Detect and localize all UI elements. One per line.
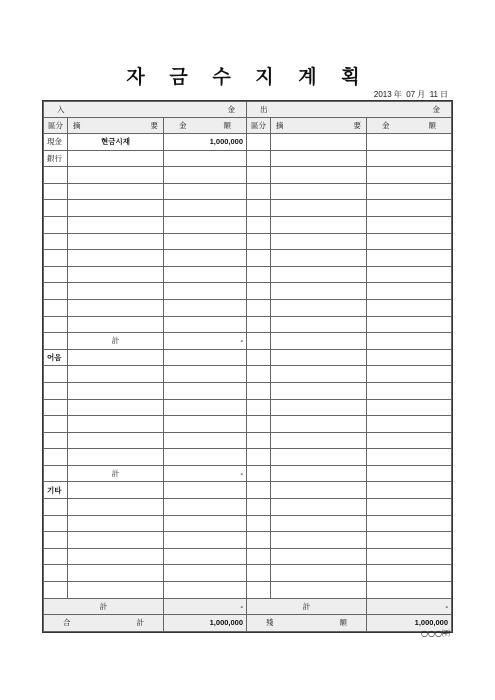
bill-label: 어음	[44, 349, 68, 366]
out-amount-cell[interactable]	[367, 532, 452, 549]
out-amount-cell[interactable]	[367, 233, 452, 250]
out-summary-cell[interactable]	[271, 565, 367, 582]
header-out-summary	[271, 118, 367, 134]
out-summary-cell[interactable]	[271, 482, 367, 499]
out-amount-cell[interactable]	[367, 134, 452, 151]
out-category-cell[interactable]	[247, 200, 271, 217]
out-amount-cell[interactable]	[367, 548, 452, 565]
out-amount-cell[interactable]	[367, 216, 452, 233]
out-category-cell[interactable]	[247, 216, 271, 233]
out-category-cell[interactable]	[247, 432, 271, 449]
table-row	[44, 266, 452, 283]
in-amount-cell[interactable]	[164, 266, 247, 283]
in-amount-cell[interactable]	[164, 565, 247, 582]
in-summary-cell[interactable]	[68, 399, 164, 416]
out-summary-cell[interactable]	[271, 333, 367, 350]
table-row	[44, 499, 452, 516]
in-category-cell[interactable]	[44, 216, 68, 233]
in-category-cell[interactable]	[44, 316, 68, 333]
out-category-cell[interactable]	[247, 266, 271, 283]
header-in-amount-left: 金	[179, 120, 187, 130]
cash-amount: 1,000,000	[164, 134, 247, 151]
in-amount-cell[interactable]	[164, 399, 247, 416]
in-summary-cell[interactable]	[68, 366, 164, 383]
out-amount-cell[interactable]	[367, 416, 452, 433]
out-subtotal-value: -	[367, 598, 452, 615]
in-category-cell[interactable]	[44, 532, 68, 549]
in-summary-cell[interactable]	[68, 283, 164, 300]
out-category-cell[interactable]	[247, 183, 271, 200]
out-summary-cell[interactable]	[271, 349, 367, 366]
header-income	[44, 102, 247, 118]
table-row	[44, 382, 452, 399]
out-category-cell[interactable]	[247, 449, 271, 466]
out-amount-cell[interactable]	[367, 167, 452, 184]
out-amount-cell[interactable]	[367, 565, 452, 582]
out-summary-cell[interactable]	[271, 432, 367, 449]
bank-subtotal-label: 計	[68, 333, 164, 350]
in-amount-cell[interactable]	[164, 150, 247, 167]
header-in-amount	[164, 118, 247, 134]
out-summary-cell[interactable]	[271, 532, 367, 549]
out-amount-cell[interactable]	[367, 150, 452, 167]
header-income-left: 入	[57, 104, 65, 114]
in-summary-cell[interactable]	[68, 532, 164, 549]
in-amount-cell[interactable]	[164, 499, 247, 516]
in-category-cell[interactable]	[44, 200, 68, 217]
in-category-cell[interactable]	[44, 233, 68, 250]
out-category-cell[interactable]	[247, 548, 271, 565]
out-summary-cell[interactable]	[271, 449, 367, 466]
in-subtotal-value: -	[164, 598, 247, 615]
in-amount-cell[interactable]	[164, 250, 247, 267]
header-in-summary	[68, 118, 164, 134]
out-amount-cell[interactable]	[367, 200, 452, 217]
out-amount-cell[interactable]	[367, 366, 452, 383]
out-summary-cell[interactable]	[271, 548, 367, 565]
out-category-cell[interactable]	[247, 499, 271, 516]
out-amount-cell[interactable]	[367, 183, 452, 200]
balance-value: 1,000,000	[367, 615, 452, 632]
table-row	[44, 150, 452, 167]
company-name: ○○○㈜	[421, 629, 450, 638]
in-amount-cell[interactable]	[164, 548, 247, 565]
out-summary-cell[interactable]	[271, 233, 367, 250]
in-category-cell[interactable]	[44, 499, 68, 516]
table-row	[44, 465, 452, 482]
date-month-unit: 月	[417, 90, 426, 99]
fund-plan-table	[43, 101, 452, 632]
in-summary-cell[interactable]	[68, 582, 164, 599]
out-summary-cell[interactable]	[271, 283, 367, 300]
header-out-summary-right: 要	[353, 120, 362, 130]
in-category-cell[interactable]	[44, 465, 68, 482]
out-amount-cell[interactable]	[367, 399, 452, 416]
out-amount-cell[interactable]	[367, 499, 452, 516]
in-amount-cell[interactable]	[164, 432, 247, 449]
header-expense	[247, 102, 452, 118]
table-row	[44, 233, 452, 250]
in-amount-cell[interactable]	[164, 366, 247, 383]
out-amount-cell[interactable]	[367, 250, 452, 267]
header-income-right: 金	[227, 104, 236, 114]
out-amount-cell[interactable]	[367, 482, 452, 499]
out-amount-cell[interactable]	[367, 382, 452, 399]
total-label-left: 合	[63, 618, 71, 628]
in-summary-cell[interactable]	[68, 216, 164, 233]
out-amount-cell[interactable]	[367, 515, 452, 532]
table-row	[44, 598, 452, 615]
in-category-cell[interactable]	[44, 250, 68, 267]
out-summary-cell[interactable]	[271, 266, 367, 283]
in-summary-cell[interactable]	[68, 565, 164, 582]
out-category-cell[interactable]	[247, 134, 271, 151]
out-category-cell[interactable]	[247, 167, 271, 184]
header-out-category: 區分	[247, 118, 271, 134]
out-category-cell[interactable]	[247, 399, 271, 416]
in-summary-cell[interactable]	[68, 548, 164, 565]
out-category-cell[interactable]	[247, 333, 271, 350]
table-row	[44, 200, 452, 217]
out-category-cell[interactable]	[247, 233, 271, 250]
in-amount-cell[interactable]	[164, 316, 247, 333]
out-summary-cell[interactable]	[271, 399, 367, 416]
in-amount-cell[interactable]	[164, 349, 247, 366]
out-summary-cell[interactable]	[271, 200, 367, 217]
header-row-2	[44, 118, 452, 134]
out-summary-cell[interactable]	[271, 416, 367, 433]
out-category-cell[interactable]	[247, 565, 271, 582]
in-summary-cell[interactable]	[68, 266, 164, 283]
header-in-summary-right: 要	[150, 120, 158, 130]
in-category-cell[interactable]	[44, 399, 68, 416]
in-summary-cell[interactable]	[68, 167, 164, 184]
in-summary-cell[interactable]	[68, 316, 164, 333]
in-summary-cell[interactable]	[68, 482, 164, 499]
out-summary-cell[interactable]	[271, 134, 367, 151]
out-summary-cell[interactable]	[271, 382, 367, 399]
in-category-cell[interactable]	[44, 283, 68, 300]
date-month: 07	[406, 90, 416, 99]
in-amount-cell[interactable]	[164, 167, 247, 184]
out-amount-cell[interactable]	[367, 316, 452, 333]
out-summary-cell[interactable]	[271, 150, 367, 167]
out-summary-cell[interactable]	[271, 515, 367, 532]
out-category-cell[interactable]	[247, 515, 271, 532]
in-category-cell[interactable]	[44, 582, 68, 599]
table-row	[44, 349, 452, 366]
out-summary-cell[interactable]	[271, 465, 367, 482]
in-summary-cell[interactable]	[68, 299, 164, 316]
out-summary-cell[interactable]	[271, 216, 367, 233]
out-summary-cell[interactable]	[271, 183, 367, 200]
table-row	[44, 449, 452, 466]
bank-subtotal-value: -	[164, 333, 247, 350]
out-category-cell[interactable]	[247, 299, 271, 316]
out-category-cell[interactable]	[247, 283, 271, 300]
in-summary-cell[interactable]	[68, 432, 164, 449]
in-category-cell[interactable]	[44, 333, 68, 350]
header-out-amount	[367, 118, 452, 134]
out-summary-cell[interactable]	[271, 316, 367, 333]
out-category-cell[interactable]	[247, 582, 271, 599]
table-row	[44, 333, 452, 350]
table-row	[44, 216, 452, 233]
in-summary-cell[interactable]	[68, 250, 164, 267]
header-in-category: 區分	[44, 118, 68, 134]
table-row	[44, 134, 452, 151]
out-amount-cell[interactable]	[367, 266, 452, 283]
balance-label	[247, 615, 367, 632]
out-category-cell[interactable]	[247, 349, 271, 366]
in-amount-cell[interactable]	[164, 233, 247, 250]
in-category-cell[interactable]	[44, 432, 68, 449]
date-day: 11	[429, 90, 438, 99]
in-category-cell[interactable]	[44, 548, 68, 565]
out-category-cell[interactable]	[247, 482, 271, 499]
out-category-cell[interactable]	[247, 366, 271, 383]
balance-label-left: 殘	[266, 618, 274, 628]
out-amount-cell[interactable]	[367, 299, 452, 316]
table-row	[44, 167, 452, 184]
in-category-cell[interactable]	[44, 416, 68, 433]
in-amount-cell[interactable]	[164, 515, 247, 532]
out-amount-cell[interactable]	[367, 449, 452, 466]
page-title: 자 금 수 지 계 획	[126, 66, 369, 88]
table-row	[44, 316, 452, 333]
table-row	[44, 548, 452, 565]
in-amount-cell[interactable]	[164, 183, 247, 200]
in-summary-cell[interactable]	[68, 200, 164, 217]
in-amount-cell[interactable]	[164, 283, 247, 300]
in-category-cell[interactable]	[44, 565, 68, 582]
out-category-cell[interactable]	[247, 382, 271, 399]
in-category-cell[interactable]	[44, 266, 68, 283]
out-amount-cell[interactable]	[367, 349, 452, 366]
in-amount-cell[interactable]	[164, 532, 247, 549]
out-amount-cell[interactable]	[367, 283, 452, 300]
in-summary-cell[interactable]	[68, 349, 164, 366]
total-label	[44, 615, 164, 632]
balance-label-right: 額	[339, 618, 348, 628]
bank-label: 銀行	[44, 150, 68, 167]
cash-label: 現金	[44, 134, 68, 151]
date-year: 2013	[373, 90, 392, 99]
out-summary-cell[interactable]	[271, 167, 367, 184]
table-row	[44, 515, 452, 532]
table-row	[44, 582, 452, 599]
table-row	[44, 532, 452, 549]
out-summary-cell[interactable]	[271, 299, 367, 316]
table-row	[44, 283, 452, 300]
table-row	[44, 565, 452, 582]
in-amount-cell[interactable]	[164, 416, 247, 433]
out-summary-cell[interactable]	[271, 499, 367, 516]
in-summary-cell[interactable]	[68, 449, 164, 466]
out-summary-cell[interactable]	[271, 250, 367, 267]
in-category-cell[interactable]	[44, 299, 68, 316]
header-expense-left: 出	[260, 104, 268, 114]
out-category-cell[interactable]	[247, 150, 271, 167]
in-amount-cell[interactable]	[164, 216, 247, 233]
table-row	[44, 416, 452, 433]
table-row	[44, 432, 452, 449]
table-row	[44, 482, 452, 499]
out-amount-cell[interactable]	[367, 333, 452, 350]
out-category-cell[interactable]	[247, 316, 271, 333]
table-row	[44, 615, 452, 632]
out-category-cell[interactable]	[247, 465, 271, 482]
table-row	[44, 250, 452, 267]
in-summary-cell[interactable]	[68, 233, 164, 250]
in-summary-cell[interactable]	[68, 499, 164, 516]
header-row-1	[44, 102, 452, 118]
in-summary-cell[interactable]	[68, 515, 164, 532]
in-category-cell[interactable]	[44, 167, 68, 184]
in-category-cell[interactable]	[44, 515, 68, 532]
out-subtotal-label: 計	[247, 598, 367, 615]
header-in-amount-right: 額	[223, 120, 232, 130]
header-out-amount-left: 金	[382, 120, 390, 130]
in-category-cell[interactable]	[44, 382, 68, 399]
out-summary-cell[interactable]	[271, 582, 367, 599]
out-category-cell[interactable]	[247, 250, 271, 267]
in-category-cell[interactable]	[44, 449, 68, 466]
out-amount-cell[interactable]	[367, 465, 452, 482]
in-summary-cell[interactable]	[68, 416, 164, 433]
in-amount-cell[interactable]	[164, 382, 247, 399]
total-value: 1,000,000	[164, 615, 247, 632]
in-subtotal-label: 計	[44, 598, 164, 615]
table-row	[44, 366, 452, 383]
table-row	[44, 183, 452, 200]
in-amount-cell[interactable]	[164, 482, 247, 499]
other-label: 기타	[44, 482, 68, 499]
cash-item: 현금시재	[68, 134, 164, 151]
header-out-amount-right: 額	[428, 120, 437, 130]
bill-subtotal-value: -	[164, 465, 247, 482]
date-year-unit: 年	[393, 90, 402, 99]
in-summary-cell[interactable]	[68, 183, 164, 200]
out-amount-cell[interactable]	[367, 582, 452, 599]
out-category-cell[interactable]	[247, 532, 271, 549]
in-amount-cell[interactable]	[164, 299, 247, 316]
date-day-unit: 日	[440, 90, 448, 99]
out-category-cell[interactable]	[247, 416, 271, 433]
in-amount-cell[interactable]	[164, 582, 247, 599]
header-expense-right: 金	[432, 104, 441, 114]
in-amount-cell[interactable]	[164, 200, 247, 217]
table-row	[44, 399, 452, 416]
total-label-right: 計	[136, 618, 144, 628]
header-out-summary-left: 摘	[276, 120, 284, 130]
header-in-summary-left: 摘	[73, 120, 81, 130]
out-summary-cell[interactable]	[271, 366, 367, 383]
in-category-cell[interactable]	[44, 366, 68, 383]
in-amount-cell[interactable]	[164, 449, 247, 466]
table-row	[44, 299, 452, 316]
in-category-cell[interactable]	[44, 183, 68, 200]
document-date	[374, 89, 450, 100]
out-amount-cell[interactable]	[367, 432, 452, 449]
in-summary-cell[interactable]	[68, 150, 164, 167]
bill-subtotal-label: 計	[68, 465, 164, 482]
in-summary-cell[interactable]	[68, 382, 164, 399]
